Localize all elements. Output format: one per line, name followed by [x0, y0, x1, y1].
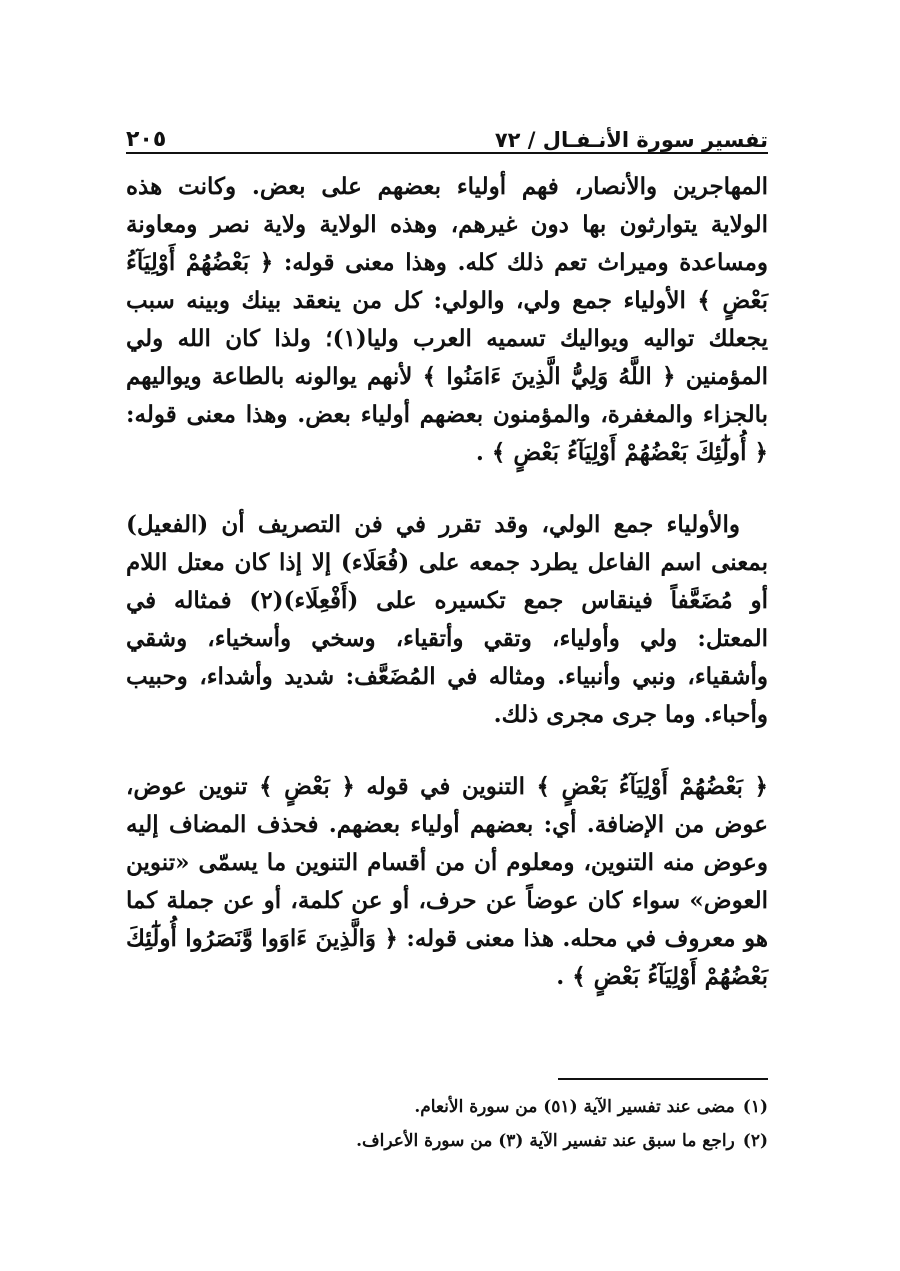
- footnotes: [126, 1090, 768, 1158]
- footnote-number: (١): [742, 1097, 768, 1117]
- main-text: [126, 168, 768, 996]
- page-number: ٢٠٥: [126, 127, 167, 152]
- footnote-1: [126, 1090, 768, 1124]
- footnote-text: راجع ما سبق عند تفسير الآية (٣) من سورة الأعراف.: [356, 1131, 735, 1151]
- paragraph-gap: [126, 472, 768, 506]
- footnote-text: مضى عند تفسير الآية (٥١) من سورة الأنعام.: [414, 1097, 735, 1117]
- paragraph-gap: [126, 734, 768, 768]
- paragraph-2: والأولياء جمع الولي، وقد تقرر في فن التصريف أن (الفعيل) بمعنى اسم الفاعل يطرد جمعه على (فُعَلَاء) إلا إذا كان معتل اللام أو مُضَعَّفاً فينقاس جمع تكسيره على (أَفْعِلَاء)(٢) فمثاله في المعتل: ولي وأولياء، وتقي وأتقياء، وسخي وأسخياء، وشقي وأشقياء، ونبي وأنبياء. ومثاله في المُضَعَّف: شديد وأشداء، وحبيب وأحباء. وما جرى مجرى ذلك.: [126, 511, 768, 728]
- paragraph-3: ﴿ بَعْضُهُمْ أَوْلِيَآءُ بَعْضٍ ﴾ التنوين في قوله ﴿ بَعْضٍ ﴾ تنوين عوض، عوض من الإضافة. أي: بعضهم أولياء بعضهم. فحذف المضاف إليه وعوض منه التنوين، ومعلوم أن من أقسام التنوين ما يسمّى «تنوين العوض» سواء كان عوضاً عن حرف، أو عن كلمة، أو عن جملة كما هو معروف في محله. هذا معنى قوله: ﴿ وَالَّذِينَ ءَاوَوا وَّنَصَرُوا أُولَٰٓئِكَ بَعْضُهُمْ أَوْلِيَآءُ بَعْضٍ ﴾ .: [126, 773, 768, 990]
- header-rule: [126, 152, 768, 154]
- paragraph-1: المهاجرين والأنصار، فهم أولياء بعضهم على بعض. وكانت هذه الولاية يتوارثون بها دون غيرهم، وهذه الولاية ولاية نصر ومعاونة ومساعدة وميراث تعم ذلك كله. وهذا معنى قوله: ﴿ بَعْضُهُمْ أَوْلِيَآءُ بَعْضٍ ﴾ الأولياء جمع ولي، والولي: كل من ينعقد بينك وبينه سبب يجعلك تواليه ويواليك تسميه العرب وليا(١)؛ ولذا كان الله ولي المؤمنين ﴿ اللَّهُ وَلِيُّ الَّذِينَ ءَامَنُوا ﴾ لأنهم يوالونه بالطاعة ويواليهم بالجزاء والمغفرة، والمؤمنون بعضهم أولياء بعض. وهذا معنى قوله: ﴿ أُولَٰٓئِكَ بَعْضُهُمْ أَوْلِيَآءُ بَعْضٍ ﴾ .: [126, 173, 768, 466]
- footnote-number: (٢): [742, 1131, 768, 1151]
- running-title: تفسير سورة الأنـفـال / ٧٢: [494, 128, 768, 152]
- page-header: [126, 112, 768, 152]
- footnote-2: [126, 1124, 768, 1158]
- footnote-rule: [558, 1078, 768, 1080]
